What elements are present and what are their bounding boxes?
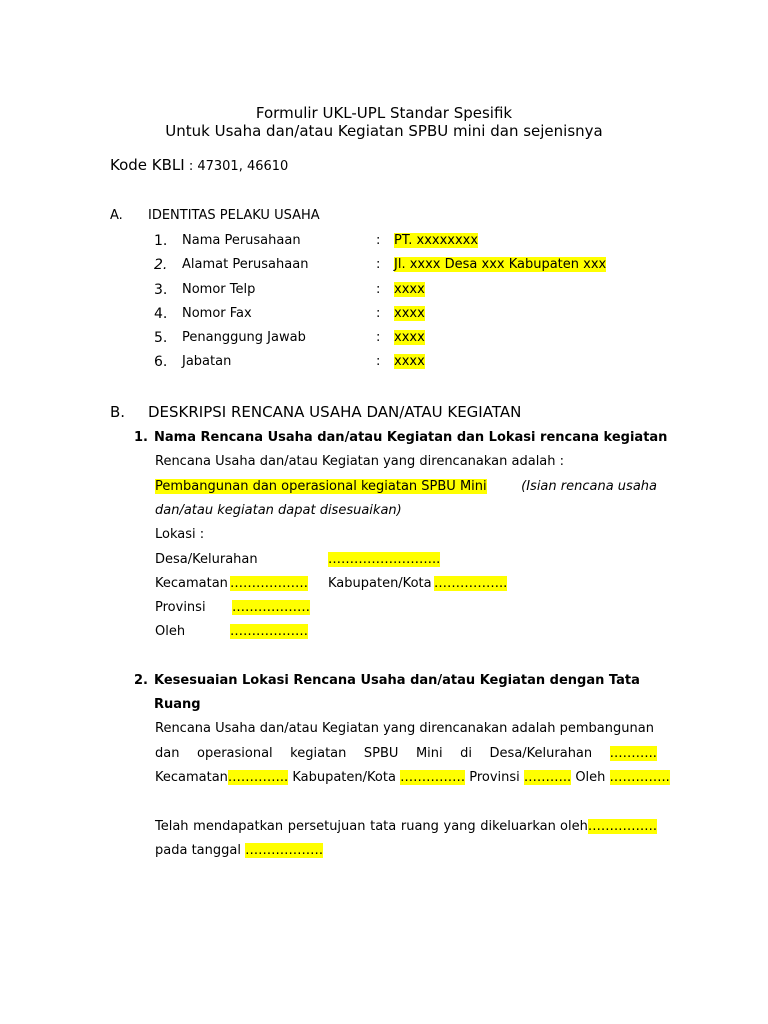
form-subtitle: Untuk Usaha dan/atau Kegiatan SPBU mini dan sejenisnya	[165, 122, 603, 140]
p1-word: dan	[155, 746, 180, 761]
date-field[interactable]: ………………	[245, 843, 324, 858]
kecamatan-label-2: Kecamatan	[155, 770, 228, 785]
row-number: 5.	[154, 330, 168, 346]
subsection-title: Nama Rencana Usaha dan/atau Kegiatan dan Lokasi rencana kegiatan	[154, 430, 668, 445]
plan-note-cont: dan/atau kegiatan dapat disesuaikan)	[155, 503, 402, 518]
kabupaten-label-2: Kabupaten/Kota	[292, 770, 396, 785]
identity-row	[154, 330, 714, 348]
row-colon: :	[376, 306, 381, 321]
kabupaten-field-2[interactable]: ……………	[400, 770, 466, 785]
kecamatan-label: Kecamatan	[155, 576, 228, 591]
identity-row	[154, 282, 714, 300]
section-b-title: DESKRIPSI RENCANA USAHA DAN/ATAU KEGIATAN	[148, 403, 522, 421]
p1-word: operasional	[196, 746, 273, 761]
row-colon: :	[376, 282, 381, 297]
p1-line-1	[155, 721, 657, 736]
row-colon: :	[376, 257, 381, 272]
lokasi-label: Lokasi :	[155, 527, 205, 542]
issuer-field[interactable]: …………….	[587, 819, 657, 834]
row-colon: :	[376, 233, 381, 248]
row-number: 6.	[154, 354, 168, 370]
oleh-field[interactable]: ………………	[230, 624, 308, 639]
row-colon: :	[376, 354, 381, 369]
p2-word: yang	[443, 819, 476, 834]
form-title: Formulir UKL-UPL Standar Spesifik	[255, 104, 513, 122]
p1-line-2	[155, 746, 657, 761]
p1-word: Mini	[415, 746, 443, 761]
row-label: Nomor Fax	[182, 306, 252, 321]
section-b-letter: B.	[110, 403, 126, 421]
p1-word: SPBU	[363, 746, 399, 761]
identity-row	[154, 306, 714, 324]
row-value: xxxx	[394, 354, 425, 369]
section-a-letter: A.	[110, 208, 123, 223]
row-number: 2.	[154, 257, 168, 273]
p2-word: mendapatkan	[193, 819, 284, 834]
kecamatan-field-2[interactable]: …………..	[227, 770, 289, 785]
p2-word: dikeluarkan	[480, 819, 556, 834]
p2-word: tata	[370, 819, 397, 834]
intro-text: Rencana Usaha dan/atau Kegiatan yang direncanakan adalah :	[155, 454, 565, 469]
provinsi-label: Provinsi	[155, 600, 206, 615]
p1-text: Rencana Usaha dan/atau Kegiatan yang direncanakan adalah pembangunan	[155, 721, 654, 736]
row-value: xxxx	[394, 330, 425, 345]
p1-word: Desa/Kelurahan	[489, 746, 593, 761]
kecamatan-field[interactable]: ………………	[230, 576, 308, 591]
row-number: 4.	[154, 306, 168, 322]
provinsi-label-2: Provinsi	[469, 770, 520, 785]
row-value: xxxx	[394, 282, 425, 297]
p2-line-2	[155, 843, 657, 858]
row-number: 3.	[154, 282, 168, 298]
kabupaten-label: Kabupaten/Kota	[328, 576, 432, 591]
row-value: xxxx	[394, 306, 425, 321]
plan-note: (Isian rencana usaha	[521, 479, 657, 494]
kode-kbli-value: : 47301, 46610	[184, 159, 289, 174]
kabupaten-field[interactable]: ……………..	[434, 576, 508, 591]
row-label: Penanggung Jawab	[182, 330, 306, 345]
p1-word: kegiatan	[290, 746, 347, 761]
row-value: PT. xxxxxxxx	[394, 233, 479, 248]
row-label: Jabatan	[182, 354, 232, 369]
row-label: Alamat Perusahaan	[182, 257, 309, 272]
subsection-title: Kesesuaian Lokasi Rencana Usaha dan/atau Kegiatan dengan Tata	[154, 673, 640, 688]
desa-field-2[interactable]: ………..	[609, 746, 657, 761]
kode-kbli-label: Kode KBLI	[110, 156, 185, 174]
row-label: Nomor Telp	[182, 282, 256, 297]
oleh-label-2: Oleh	[575, 770, 606, 785]
row-value: Jl. xxxx Desa xxx Kabupaten xxx	[394, 257, 607, 272]
identity-row	[154, 257, 714, 275]
desa-label: Desa/Kelurahan	[155, 552, 258, 567]
section-a-title: IDENTITAS PELAKU USAHA	[148, 208, 320, 223]
subsection-number: 2.	[134, 673, 148, 688]
oleh-label: Oleh	[155, 624, 186, 639]
row-label: Nama Perusahaan	[182, 233, 301, 248]
subsection-title-cont: Ruang	[154, 697, 201, 712]
subsection-number: 1.	[134, 430, 148, 445]
p2-word: ruang	[400, 819, 439, 834]
kode-kbli	[110, 156, 288, 174]
p2-word: oleh	[560, 819, 588, 834]
oleh-field-2[interactable]: …………..	[609, 770, 670, 785]
identity-row	[154, 233, 714, 251]
p2-word: Telah	[155, 819, 189, 834]
p1-word: di	[460, 746, 473, 761]
plan-line	[155, 479, 657, 494]
p2-line-1	[155, 819, 657, 834]
p2-word: persetujuan	[287, 819, 366, 834]
provinsi-field-2[interactable]: ………..	[523, 770, 572, 785]
plan-highlight: Pembangunan dan operasional kegiatan SPBU Mini	[155, 479, 487, 494]
p1-line-3	[155, 770, 670, 785]
row-number: 1.	[154, 233, 168, 249]
provinsi-field[interactable]: ………………	[232, 600, 310, 615]
identity-row	[154, 354, 714, 372]
desa-field[interactable]: ……………………..	[328, 552, 441, 567]
date-label: pada tanggal	[155, 843, 241, 858]
row-colon: :	[376, 330, 381, 345]
